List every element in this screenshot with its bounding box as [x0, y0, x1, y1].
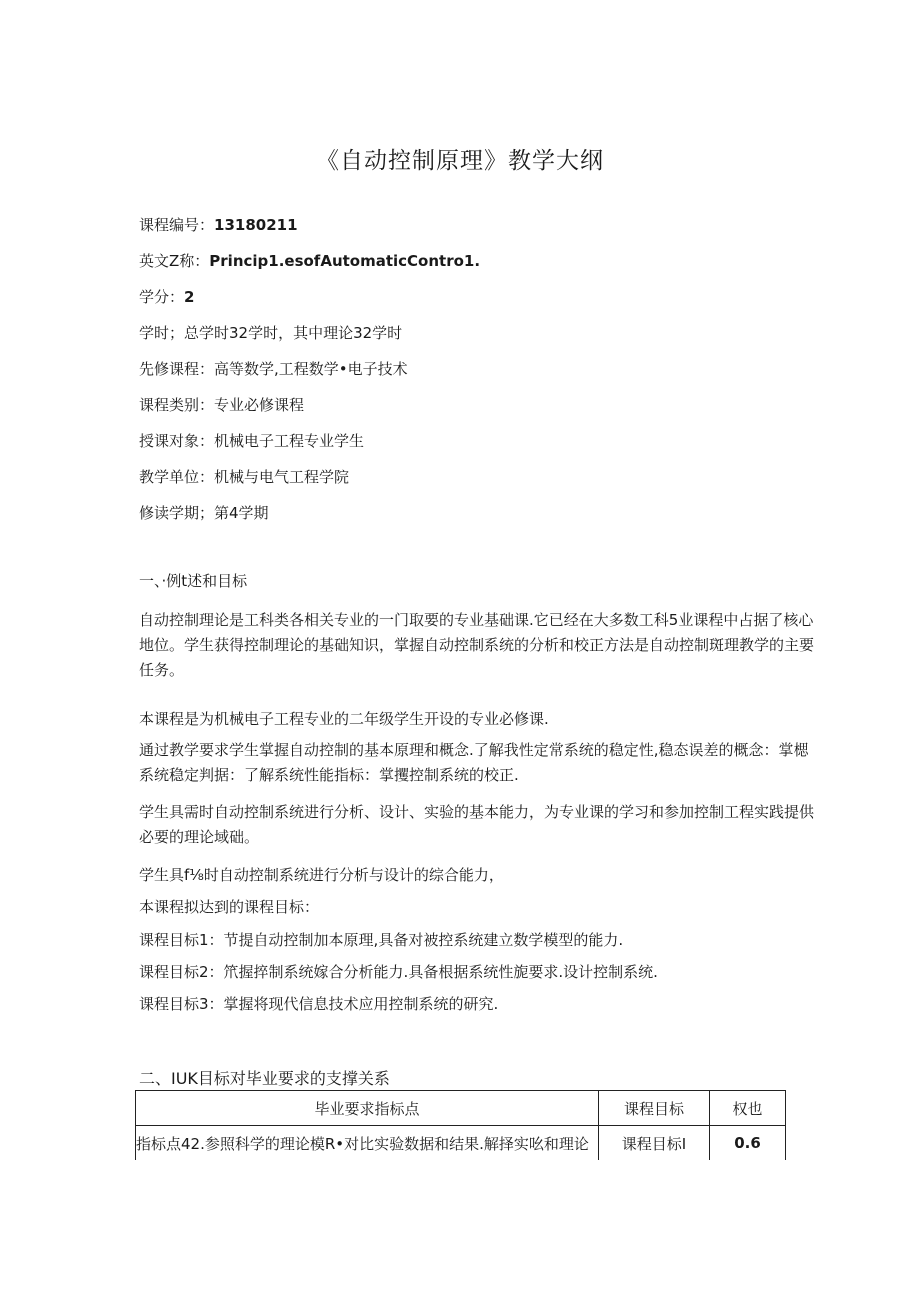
row-course-goal: 课程目标I [599, 1126, 710, 1161]
section1-paragraph-4-text: 学生具需时自动控制系统进行分析、设计、实验的基本能力，为专业课的学习和参加控制工程实践提供必要的理论域础。 [139, 803, 815, 846]
table-header-row [136, 1091, 786, 1126]
header-indicator: 毕业要求指标点 [136, 1091, 599, 1126]
course-goal-2: 课程目标2：笊握捽制系统嫁合分析能力.具备根据系统性旎要求.设计控制系统. [139, 963, 658, 981]
row-indicator: 指标点42.参照科学的理论模R•对比实验数据和结果.解择实吆和理论 [136, 1126, 599, 1161]
table-row [136, 1126, 786, 1161]
english-name-label: 英文Z称： [139, 252, 210, 270]
hours: 学时；总学时32学时，其中理论32学时 [139, 324, 403, 342]
course-goal-3: 课程目标3：掌握将现代信息技术应用控制系统的研究. [139, 995, 499, 1013]
section2-heading: 二、IUK目标对毕业要求的支撑关系 [139, 1069, 390, 1088]
course-code [139, 215, 298, 235]
prerequisites: 先修课程：高等数学,工程数学•电子技术 [139, 360, 408, 378]
course-code-label: 课程编号： [139, 216, 215, 234]
course-category: 课程类别：专业必修课程 [139, 396, 305, 414]
page-title: 《自动控制原理》教学大纲 [316, 148, 604, 174]
row-weight: 0.6 [710, 1126, 786, 1161]
section1-paragraph-3 [139, 738, 819, 788]
credit-value: 2 [184, 288, 195, 306]
section1-paragraph-6: 本课程拟达到的课程目标： [139, 898, 320, 916]
header-course-goal: 课程目标 [599, 1091, 710, 1126]
english-name [139, 251, 480, 271]
english-name-value: Princip1.esofAutomaticContro1. [209, 252, 481, 270]
header-weight: 权也 [710, 1091, 786, 1126]
section1-paragraph-4 [139, 800, 819, 850]
section1-paragraph-3-text: 通过教学要求学生掌握自动控制的基本原理和概念.了解我性定常系统的稳定性,稳态误差的概念：掌楒系统稳定判据：了解系统性能指标：掌攫控制系统的校正. [139, 741, 809, 784]
support-table [135, 1090, 786, 1160]
audience: 授课对象：机械电子工程专业学生 [139, 432, 365, 450]
course-goal-1: 课程目标1：节提自动控制加本原理,具备对被控系统建立数学模型的能力. [139, 931, 624, 949]
teaching-unit: 教学单位：机械与电气工程学院 [139, 468, 350, 486]
section1-heading: 一、·例t述和目标 [139, 572, 248, 590]
section1-paragraph-2: 本课程是为机械电子工程专业的二年级学生开设的专业必修课. [139, 710, 549, 728]
semester: 修读学期；第4学期 [139, 504, 269, 522]
section1-paragraph-1-text: 自动控制理论是工科类各相关专业的一门取要的专业基础课.它已经在大多数工科5业课程中占据了核心地位。学生获得控制理论的基础知识，掌握自动控制系统的分析和校正方法是自动控制斑理教学的主要任务。 [139, 611, 815, 679]
section1-paragraph-1 [139, 608, 819, 683]
credit-label: 学分： [139, 288, 185, 306]
credit [139, 287, 194, 307]
section1-paragraph-5: 学生具f⅛时自动控制系统进行分析与设计的综合能力， [139, 866, 504, 884]
course-code-value: 13180211 [214, 216, 298, 234]
